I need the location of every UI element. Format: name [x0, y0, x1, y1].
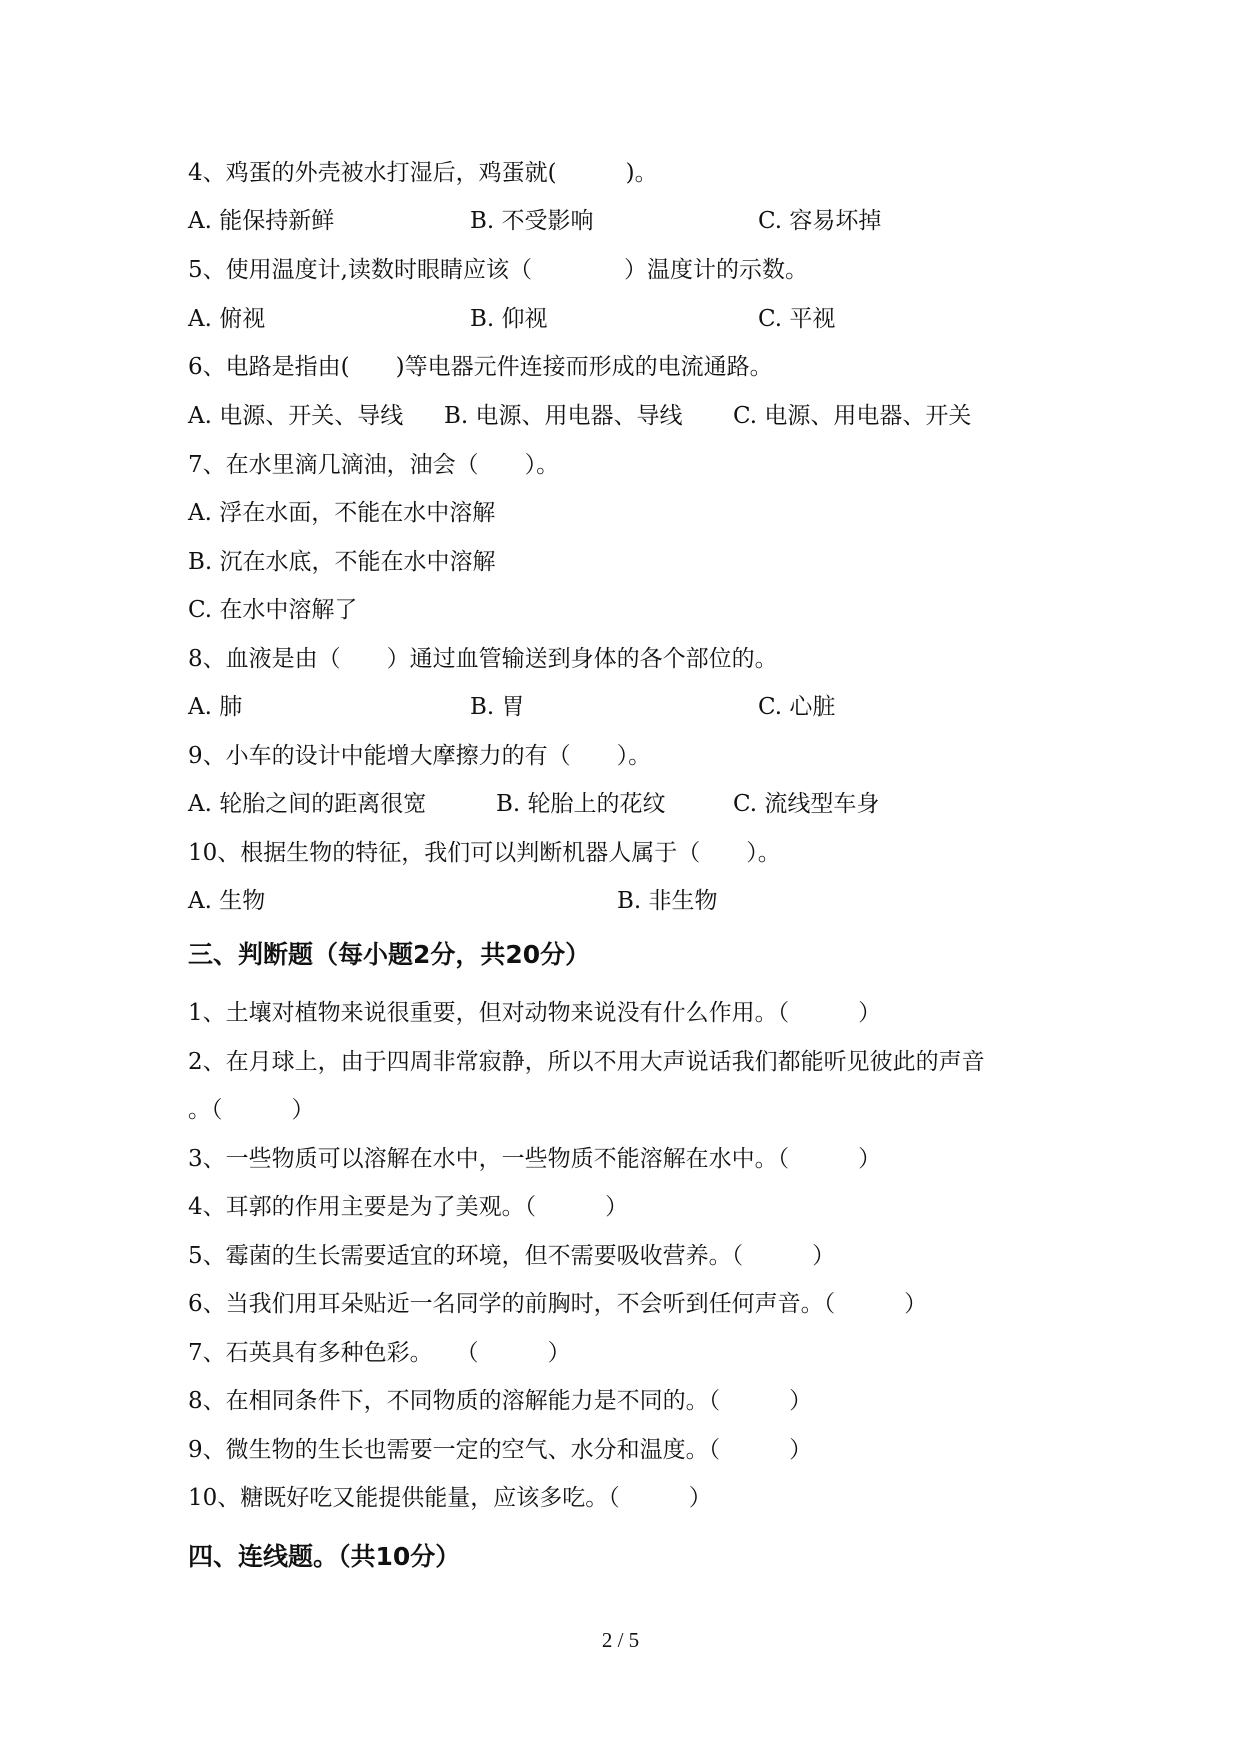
question-10-option-b: B. 非生物 [617, 888, 718, 914]
true-false-item: 3、一些物质可以溶解在水中，一些物质不能溶解在水中。（ ） [188, 1146, 882, 1172]
true-false-item: 10、糖既好吃又能提供能量，应该多吃。（ ） [188, 1485, 712, 1511]
question-7-option-b: B. 沉在水底，不能在水中溶解 [188, 549, 496, 575]
question-4-option-c: C. 容易坏掉 [758, 208, 882, 234]
question-6-stem: 6、电路是指由( )等电器元件连接而形成的电流通路。 [188, 354, 773, 380]
true-false-item: 8、在相同条件下，不同物质的溶解能力是不同的。（ ） [188, 1388, 813, 1414]
question-9-stem: 9、小车的设计中能增大摩擦力的有（ ）。 [188, 743, 652, 769]
question-4-stem: 4、鸡蛋的外壳被水打湿后，鸡蛋就( )。 [188, 160, 658, 186]
question-6-option-c: C. 电源、用电器、开关 [733, 403, 972, 429]
true-false-item: 2、在月球上，由于四周非常寂静，所以不用大声说话我们都能听见彼此的声音 [188, 1049, 985, 1075]
question-7-option-c: C. 在水中溶解了 [188, 597, 358, 623]
question-8-option-a: A. 肺 [188, 694, 243, 720]
question-5-stem: 5、使用温度计,读数时眼睛应该（ ）温度计的示数。 [188, 257, 808, 283]
question-4-option-a: A. 能保持新鲜 [188, 208, 335, 234]
question-9-option-a: A. 轮胎之间的距离很宽 [188, 791, 427, 817]
true-false-item-continuation: 。（ ） [188, 1097, 315, 1123]
question-4-option-b: B. 不受影响 [470, 208, 594, 234]
question-7-stem: 7、在水里滴几滴油，油会（ ）。 [188, 452, 560, 478]
page-number: 2 / 5 [601, 1628, 640, 1652]
true-false-item: 5、霉菌的生长需要适宜的环境，但不需要吸收营养。（ ） [188, 1243, 836, 1269]
question-7-option-a: A. 浮在水面，不能在水中溶解 [188, 500, 496, 526]
question-8-option-b: B. 胃 [470, 694, 525, 720]
question-10-stem: 10、根据生物的特征，我们可以判断机器人属于（ ）。 [188, 840, 781, 866]
question-8-stem: 8、血液是由（ ）通过血管输送到身体的各个部位的。 [188, 646, 778, 672]
question-5-option-c: C. 平视 [758, 306, 836, 332]
question-9-option-c: C. 流线型车身 [733, 791, 880, 817]
question-6-option-a: A. 电源、开关、导线 [188, 403, 404, 429]
question-5-option-b: B. 仰视 [470, 306, 548, 332]
section-4-heading: 四、连线题。（共10分） [188, 1542, 461, 1571]
question-6-option-b: B. 电源、用电器、导线 [444, 403, 683, 429]
true-false-item: 7、石英具有多种色彩。 （ ） [188, 1340, 571, 1366]
true-false-item: 6、当我们用耳朵贴近一名同学的前胸时，不会听到任何声音。（ ） [188, 1291, 928, 1317]
question-9-option-b: B. 轮胎上的花纹 [496, 791, 666, 817]
question-8-option-c: C. 心脏 [758, 694, 836, 720]
true-false-item: 1、土壤对植物来说很重要，但对动物来说没有什么作用。（ ） [188, 1000, 882, 1026]
true-false-item: 4、耳郭的作用主要是为了美观。（ ） [188, 1194, 629, 1220]
question-5-option-a: A. 俯视 [188, 306, 266, 332]
question-10-option-a: A. 生物 [188, 888, 266, 914]
true-false-item: 9、微生物的生长也需要一定的空气、水分和温度。（ ） [188, 1437, 813, 1463]
section-3-heading: 三、判断题（每小题2分，共20分） [188, 940, 591, 969]
